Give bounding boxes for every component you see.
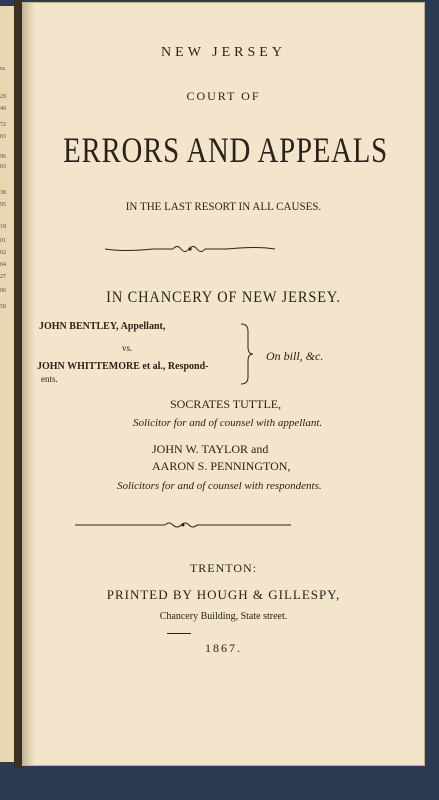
imprint-place: TRENTON: bbox=[189, 561, 258, 575]
margin-number: 49 bbox=[0, 106, 6, 112]
appellant: JOHN BENTLEY, Appellant, bbox=[39, 321, 166, 332]
title-line-1: NEW JERSEY bbox=[161, 45, 286, 60]
imprint-year: 1867. bbox=[205, 641, 242, 655]
title-line-3: ERRORS AND APPEALS bbox=[63, 130, 388, 170]
proceeding: On bill, &c. bbox=[266, 349, 324, 363]
respondent-counsel-name: AARON S. PENNINGTON, bbox=[152, 459, 291, 473]
ornament-divider bbox=[103, 243, 277, 255]
short-rule bbox=[167, 633, 191, 634]
title-line-2: COURT OF bbox=[186, 89, 261, 103]
margin-number: 72 bbox=[0, 122, 6, 128]
margin-number: 03 bbox=[0, 164, 6, 170]
appellant-counsel-name: SOCRATES TUTTLE, bbox=[170, 397, 282, 411]
imprint-address: Chancery Building, State street. bbox=[159, 611, 288, 622]
previous-page-edge bbox=[0, 6, 15, 762]
margin-number: 04 bbox=[0, 262, 6, 268]
margin-number: ra. bbox=[0, 66, 7, 72]
margin-number: 18 bbox=[0, 224, 6, 230]
margin-number: 27 bbox=[0, 274, 6, 280]
title-page bbox=[22, 2, 425, 766]
margin-number: 01 bbox=[0, 238, 6, 244]
margin-number: 02 bbox=[0, 250, 6, 256]
ornament-rule bbox=[73, 520, 293, 530]
margin-number: 29 bbox=[0, 94, 6, 100]
margin-number: 06 bbox=[0, 288, 6, 294]
court-heading: IN CHANCERY OF NEW JERSEY. bbox=[106, 289, 341, 306]
margin-number: 03 bbox=[0, 134, 6, 140]
appellant-counsel-role: Solicitor for and of counsel with appellant. bbox=[133, 417, 323, 429]
brace-icon bbox=[239, 323, 255, 385]
imprint-printer: PRINTED BY HOUGH & GILLESPY, bbox=[106, 587, 341, 602]
margin-number: 38 bbox=[0, 190, 6, 196]
title-line-4: IN THE LAST RESORT IN ALL CAUSES. bbox=[125, 199, 322, 213]
margin-number: 95 bbox=[0, 202, 6, 208]
respondent: JOHN WHITTEMORE et al., Respond- bbox=[37, 361, 209, 372]
respondent-counsel-name: JOHN W. TAYLOR and bbox=[152, 442, 269, 456]
versus: vs. bbox=[122, 343, 133, 353]
margin-number: 96 bbox=[0, 154, 6, 160]
margin-number: 50 bbox=[0, 304, 6, 310]
respondent-continuation: ents. bbox=[41, 374, 58, 384]
respondent-counsel-role: Solicitors for and of counsel with respondents. bbox=[117, 480, 322, 492]
